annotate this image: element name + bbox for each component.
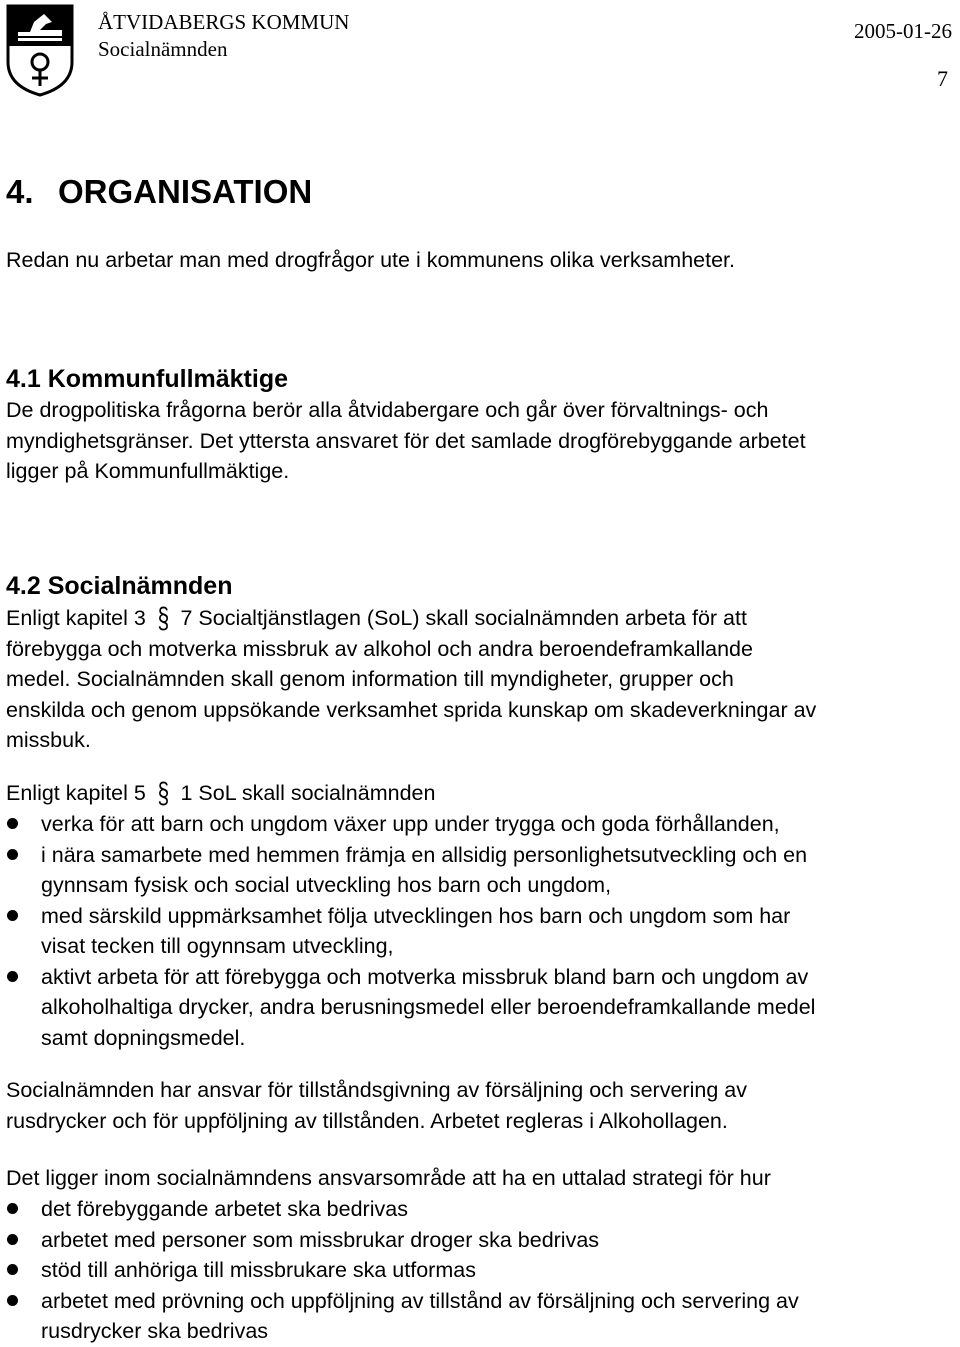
list-item	[6, 1225, 956, 1256]
section-sign: §	[157, 602, 169, 635]
text-line: De drogpolitiska frågorna berör alla åtvidabergare och går över förvaltnings- och	[6, 398, 769, 422]
section-heading: 4.2 Socialnämnden	[6, 572, 233, 600]
list-item-text: verka för att barn och ungdom växer upp under trygga och goda förhållanden,	[41, 812, 780, 836]
list-item	[6, 901, 956, 962]
section-paragraph	[6, 395, 956, 487]
list-item	[6, 809, 956, 840]
list-item-text: stöd till anhöriga till missbrukare ska utformas	[41, 1258, 476, 1282]
bullet-icon	[7, 1264, 18, 1275]
text-line: medel. Socialnämnden skall genom information till myndigheter, grupper och	[6, 667, 734, 691]
strategy-list	[6, 1194, 956, 1347]
strategy-intro: Det ligger inom socialnämndens ansvarsområde att ha en uttalad strategi för hur	[6, 1166, 771, 1190]
list-item	[6, 840, 956, 901]
section-paragraph	[6, 603, 956, 756]
list-item	[6, 1255, 956, 1286]
bullet-icon	[7, 910, 18, 921]
list-item	[6, 1194, 956, 1225]
text-line: Enligt kapitel 3 § 7 Socialtjänstlagen (SoL) skall socialnämnden arbeta för att	[6, 602, 747, 635]
organization-name: ÅTVIDABERGS KOMMUN	[98, 10, 350, 34]
chapter-title: ORGANISATION	[58, 173, 313, 210]
bullet-icon	[7, 971, 18, 982]
chapter-intro: Redan nu arbetar man med drogfrågor ute i kommunens olika verksamheter.	[6, 248, 735, 272]
bullet-icon	[7, 1234, 18, 1245]
text-line: ligger på Kommunfullmäktige.	[6, 459, 290, 483]
list-item-text: det förebyggande arbetet ska bedrivas	[41, 1197, 408, 1221]
bullet-icon	[7, 849, 18, 860]
coat-of-arms-icon	[4, 2, 76, 98]
chapter-heading	[6, 172, 312, 212]
list-item-text: arbetet med prövning och uppföljning av tillstånd av försäljning och servering av rusdrycker ska bedrivas	[41, 1288, 799, 1343]
bullet-icon	[7, 1295, 18, 1306]
list-item-text: arbetet med personer som missbrukar droger ska bedrivas	[41, 1227, 600, 1252]
text-line: enskilda och genom uppsökande verksamhet sprida kunskap om skadeverkningar av	[6, 697, 817, 722]
sol-intro: Enligt kapitel 5 § 1 SoL skall socialnämnden	[6, 777, 436, 810]
bullet-icon	[7, 1203, 18, 1214]
list-item-text: med särskild uppmärksamhet följa utvecklingen hos barn och ungdom som har visat tecken till ogynnsam utveckling,	[41, 903, 791, 958]
section-sign: §	[157, 777, 169, 810]
list-item	[6, 962, 956, 1054]
section-heading: 4.1 Kommunfullmäktige	[6, 365, 288, 393]
page-number: 7	[937, 66, 948, 91]
text-line: myndighetsgränser. Det yttersta ansvaret för det samlade drogförebyggande arbetet	[6, 428, 806, 453]
chapter-number: 4.	[6, 173, 34, 210]
text-line: rusdrycker och för uppföljning av tillstånden. Arbetet regleras i Alkohollagen.	[6, 1108, 728, 1133]
sol-duties-list	[6, 809, 956, 1053]
department-name: Socialnämnden	[98, 37, 228, 61]
text-line: Socialnämnden har ansvar för tillståndsgivning av försäljning och servering av	[6, 1078, 747, 1102]
list-item	[6, 1286, 956, 1347]
text-line: missbuk.	[6, 728, 91, 752]
list-item-text: i nära samarbete med hemmen främja en allsidig personlighetsutveckling och en gynnsam fysisk och social utveckling hos barn och ungdom,	[41, 842, 808, 897]
document-date: 2005-01-26	[854, 19, 952, 43]
bullet-icon	[7, 818, 18, 829]
licensing-paragraph	[6, 1075, 956, 1136]
text-line: förebygga och motverka missbruk av alkohol och andra beroendeframkallande	[6, 636, 753, 661]
list-item-text: aktivt arbeta för att förebygga och motverka missbruk bland barn och ungdom av alkoholhaltiga drycker, andra berusningsmedel eller beroendeframkallande medel samt dopningsmedel.	[41, 964, 816, 1050]
